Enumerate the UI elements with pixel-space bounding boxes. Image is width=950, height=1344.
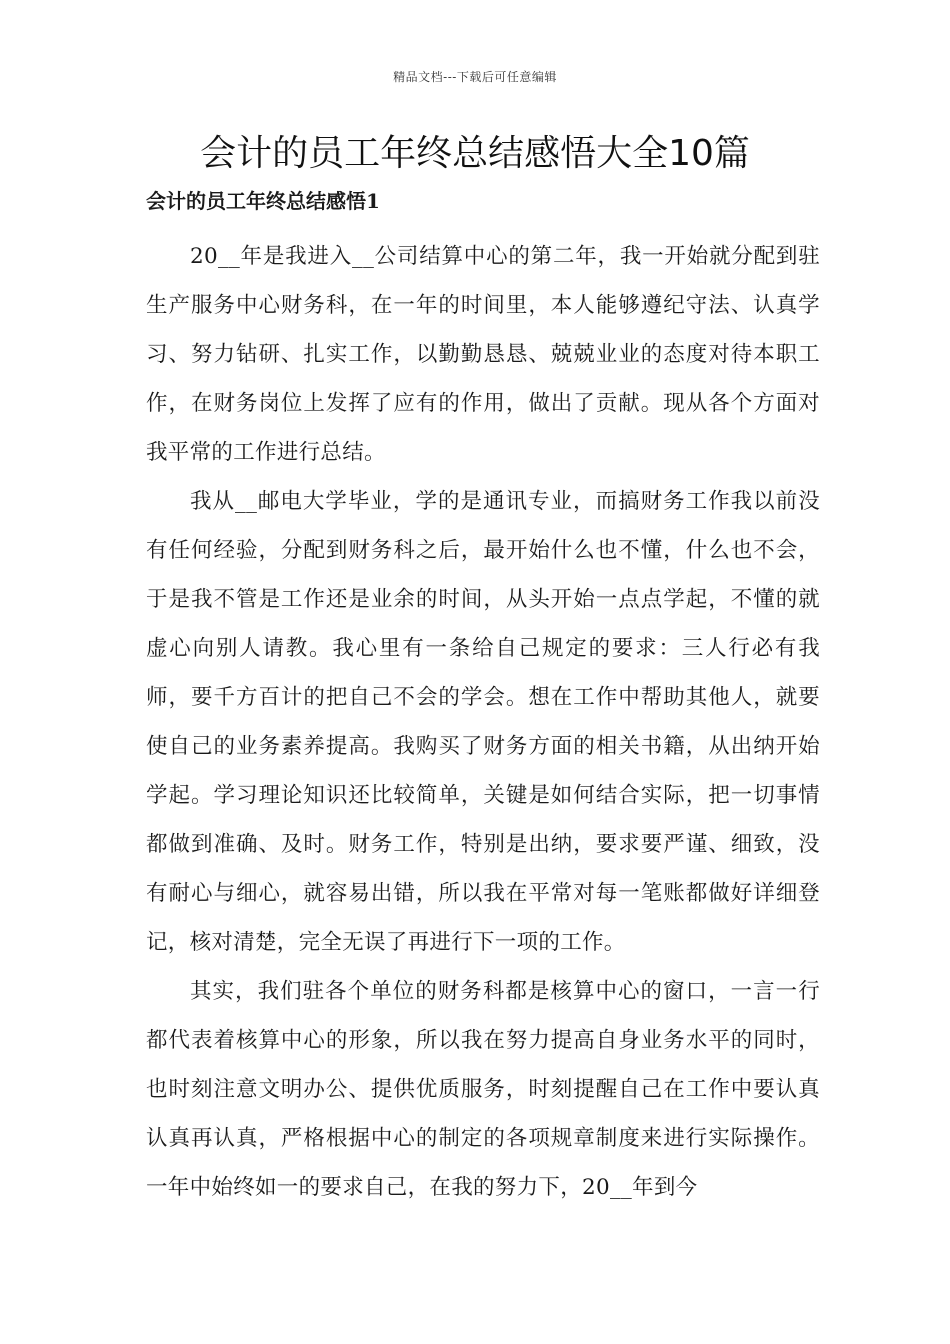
header-note: 精品文档---下载后可任意编辑 bbox=[393, 70, 557, 84]
paragraph-3: 其实，我们驻各个单位的财务科都是核算中心的窗口，一言一行都代表着核算中心的形象，所以我在努力提高自身业务水平的同时，也时刻注意文明办公、提供优质服务，时刻提醒自己在工作中要认真认真再认真，严格根据中心的制定的各项规章制度来进行实际操作。一年中始终如一的要求自己，在我的努力下，20__年到今 bbox=[146, 979, 820, 1200]
paragraph-2: 我从__邮电大学毕业，学的是通讯专业，而搞财务工作我以前没有任何经验，分配到财务科之后，最开始什么也不懂，什么也不会，于是我不管是工作还是业余的时间，从头开始一点点学起，不懂的就虚心向别人请教。我心里有一条给自己规定的要求：三人行必有我师，要千方百计的把自己不会的学会。想在工作中帮助其他人，就要使自己的业务素养提高。我购买了财务方面的相关书籍，从出纳开始学起。学习理论知识还比较简单，关键是如何结合实际，把一切事情都做到准确、及时。财务工作，特别是出纳，要求要严谨、细致，没有耐心与细心，就容易出错，所以我在平常对每一笔账都做好详细登记，核对清楚，完全无误了再进行下一项的工作。 bbox=[146, 489, 820, 955]
document-title: 会计的员工年终总结感悟大全10篇 bbox=[200, 133, 750, 174]
section-heading: 会计的员工年终总结感悟1 bbox=[146, 189, 380, 213]
paragraph-1: 20__年是我进入__公司结算中心的第二年，我一开始就分配到驻生产服务中心财务科，在一年的时间里，本人能够遵纪守法、认真学习、努力钻研、扎实工作，以勤勤恳恳、兢兢业业的态度对待本职工作，在财务岗位上发挥了应有的作用，做出了贡献。现从各个方面对我平常的工作进行总结。 bbox=[146, 244, 820, 465]
document-body bbox=[146, 232, 820, 1212]
